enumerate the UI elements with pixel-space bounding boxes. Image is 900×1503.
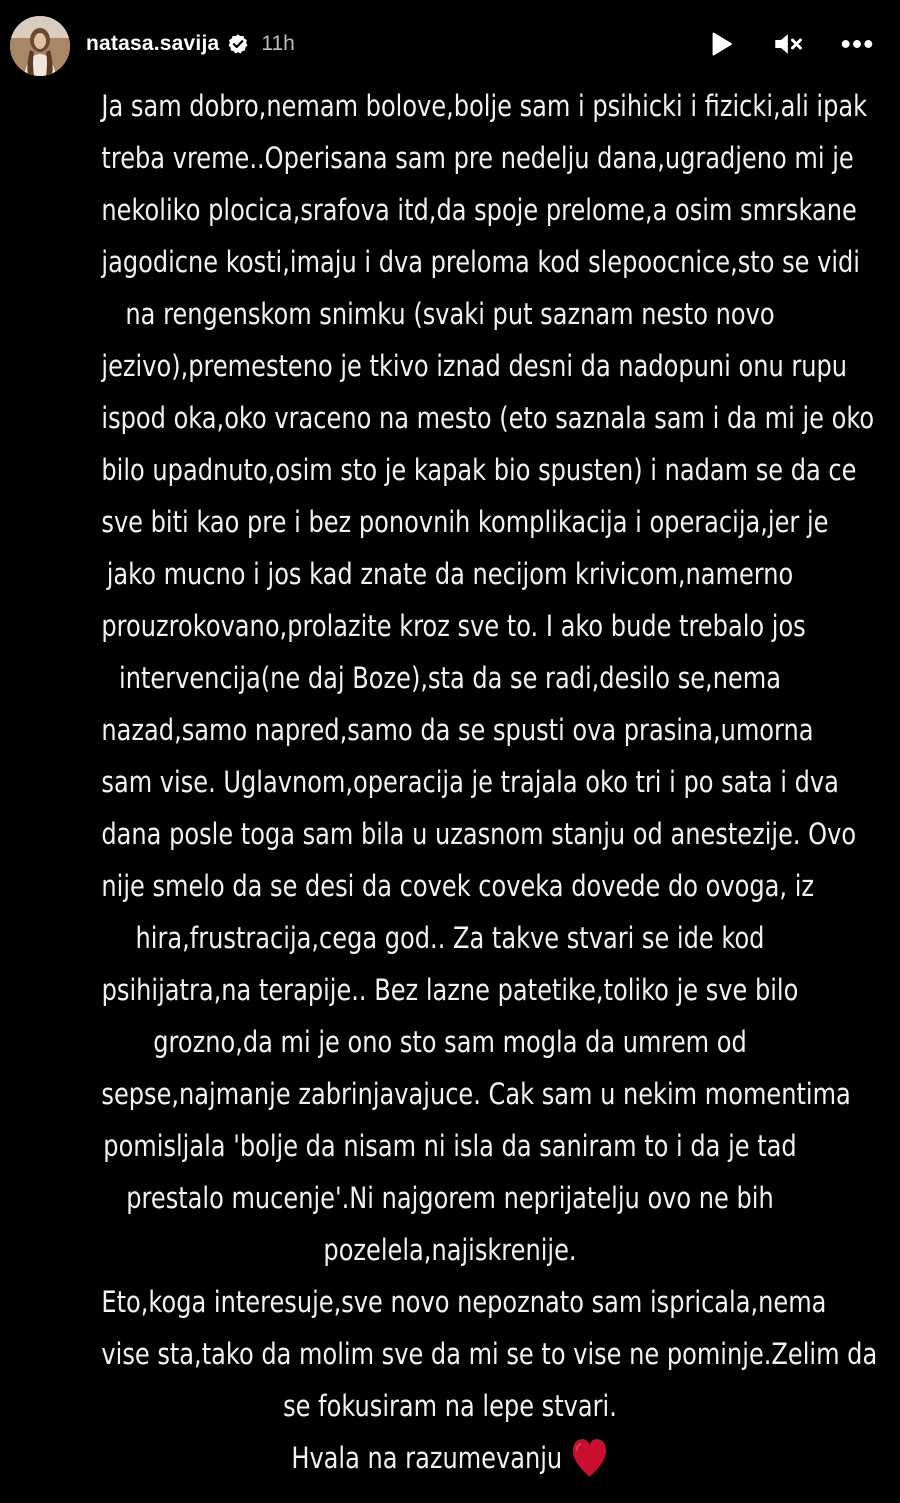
text-line: bilo upadnuto,osim sto je kapak bio spusten) i nadam se da ce [101, 453, 857, 487]
text-line: sepse,najmanje zabrinjavajuce. Cak sam u nekim momentima [101, 1077, 851, 1111]
text-line: sam vise. Uglavnom,operacija je trajala oko tri i po sata i dva [101, 765, 839, 799]
text-line: intervencija(ne daj Boze),sta da se radi,desilo se,nema [119, 661, 781, 695]
closing-line [101, 1432, 798, 1484]
closing-text: Hvala na razumevanju [291, 1441, 563, 1475]
text-line: grozno,da mi je ono sto sam mogla da umrem od [153, 1025, 747, 1059]
text-line: vise sta,tako da molim sve da mi se to vise ne pominje.Zelim da [101, 1337, 878, 1371]
text-line: psihijatra,na terapije.. Bez lazne patetike,toliko je sve bilo [101, 973, 799, 1007]
story-header [0, 0, 900, 88]
story-controls [704, 27, 874, 61]
text-line: treba vreme..Operisana sam pre nedelju dana,ugradjeno mi je [101, 141, 854, 175]
text-line: prestalo mucenje'.Ni najgorem neprijatelju ovo ne bih [126, 1181, 774, 1215]
play-icon[interactable] [704, 27, 738, 61]
verified-icon [227, 33, 249, 55]
text-line: se fokusiram na lepe stvari. [283, 1389, 617, 1423]
text-line: nije smelo da se desi da covek coveka dovede do ovoga, iz [101, 869, 815, 903]
post-time: 11h [261, 32, 295, 55]
text-line: ispod oka,oko vraceno na mesto (eto saznala sam i da mi je oko [101, 401, 875, 435]
text-line: sve biti kao pre i bez ponovnih komplikacija i operacija,jer je [101, 505, 829, 539]
text-line: jako mucno i jos kad znate da necijom krivicom,namerno [106, 557, 794, 591]
text-line: jagodicne kosti,imaju i dva preloma kod slepoocnice,sto se vidi [101, 245, 860, 279]
more-icon[interactable] [840, 27, 874, 61]
heart-icon [570, 1437, 608, 1479]
username[interactable]: natasa.savija [86, 32, 220, 55]
username-row [86, 28, 295, 60]
text-line: Ja sam dobro,nemam bolove,bolje sam i psihicki i fizicki,ali ipak [101, 89, 868, 123]
text-line: dana posle toga sam bila u uzasnom stanju od anestezije. Ovo [101, 817, 857, 851]
text-line: nazad,samo napred,samo da se spusti ova prasina,umorna [101, 713, 814, 747]
text-line: pomisljala 'bolje da nisam ni isla da saniram to i da je tad [103, 1129, 797, 1163]
text-line: hira,frustracija,cega god.. Za takve stvari se ide kod [135, 921, 765, 955]
mute-icon[interactable] [772, 27, 806, 61]
text-line: jezivo),premesteno je tkivo iznad desni da nadopuni onu rupu [101, 349, 848, 383]
avatar[interactable] [10, 16, 70, 76]
text-line: pozelela,najiskrenije. [323, 1233, 577, 1267]
text-line: prouzrokovano,prolazite kroz sve to. I ako bude trebalo jos [101, 609, 806, 643]
text-line: nekoliko plocica,srafova itd,da spoje prelome,a osim smrskane [101, 193, 857, 227]
story-text [101, 80, 878, 1484]
text-line: Eto,koga interesuje,sve novo nepoznato sam ispricala,nema [101, 1285, 827, 1319]
text-line: na rengenskom snimku (svaki put saznam nesto novo [125, 297, 775, 331]
